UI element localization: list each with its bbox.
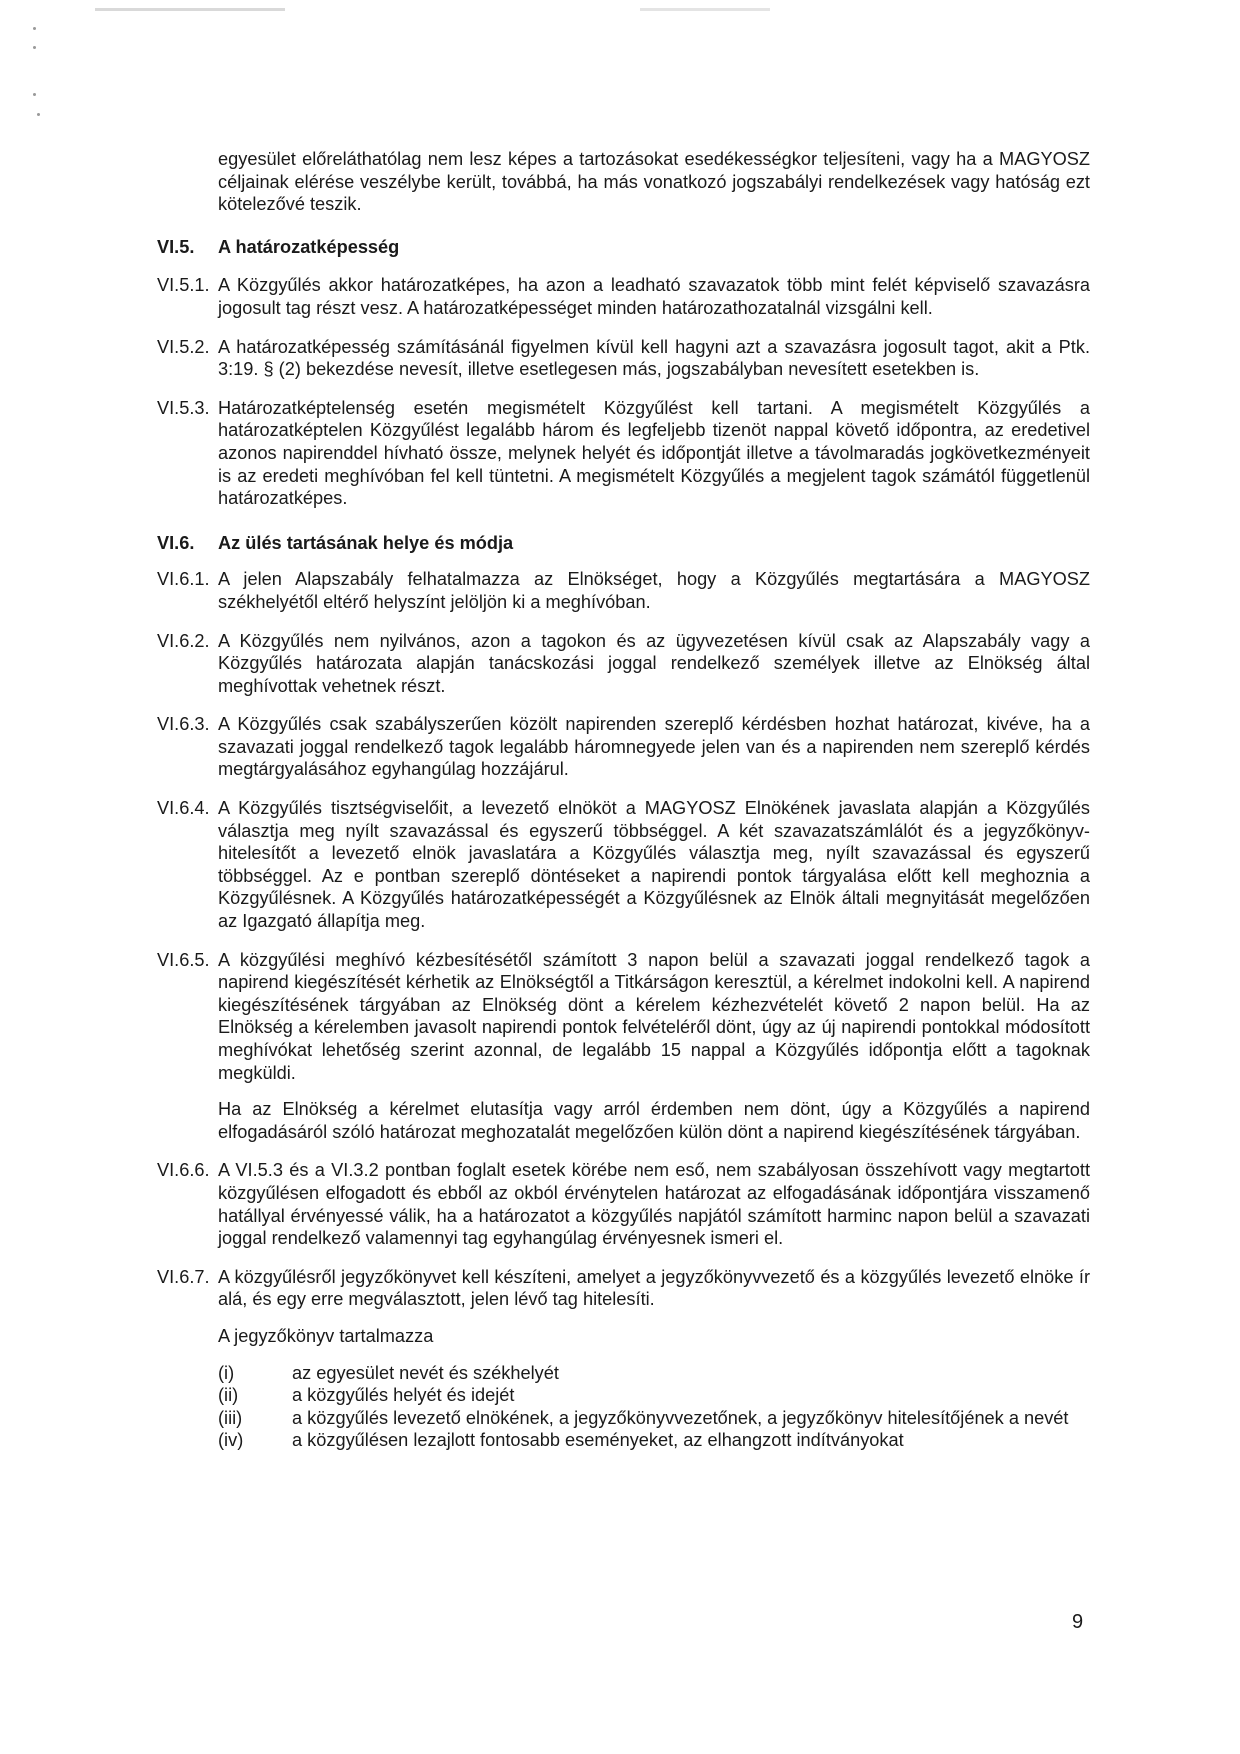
clause-text: A Közgyűlés akkor határozatképes, ha azon a leadható szavazatok több mint felét képviselő szavazásra jogosult tag részt vesz. A határozatképességet minden határozathozatalnál vizsgálni kell.	[218, 275, 1090, 318]
scan-artifact-top-left	[95, 8, 285, 11]
section-title: A határozatképesség	[218, 236, 400, 257]
clause-text: A jelen Alapszabály felhatalmazza az Elnökséget, hogy a Közgyűlés megtartására a MAGYOSZ székhelyétől eltérő helyszínt jelöljön ki a meghívóban.	[218, 569, 1090, 612]
clause-number: VI.6.2.	[157, 630, 210, 651]
paragraph-text: egyesület előreláthatólag nem lesz képes a tartozásokat esedékességkor teljesíteni, vagy ha a MAGYOSZ céljainak elérése veszélybe került, továbbá, ha más vonatkozó jogszabályi rendelkezések vagy hatóság ezt kötelezővé teszik.	[218, 149, 1090, 215]
clause-vi63	[157, 713, 1090, 781]
clause-number: VI.5.3.	[157, 397, 210, 418]
list-item-text: a közgyűlés levezető elnökének, a jegyzőkönyvvezetőnek, a jegyzőkönyv hitelesítőjének a nevét	[292, 1407, 1069, 1428]
intro-paragraph	[157, 148, 1090, 216]
clause-vi52	[157, 336, 1090, 381]
scan-dot	[37, 113, 40, 116]
clause-number: VI.6.7.	[157, 1266, 210, 1287]
scan-dot	[33, 46, 36, 49]
clause-vi53	[157, 397, 1090, 510]
clause-vi65-continuation	[157, 1098, 1090, 1143]
clause-text: Határozatképtelenség esetén megismételt Közgyűlést kell tartani. A megismételt Közgyűlés a határozatképtelen Közgyűlést legalább három és legfeljebb tizenöt nappal követő időpontra, az eredetivel azonos napirenddel hívható össze, melynek helyét és időpontját illetve a távolmaradás jogkövetkezményeit is az eredeti meghívóban fel kell tüntetni. A megismételt Közgyűlés a megjelent tagok számától függetlenül határozatképes.	[218, 397, 1090, 509]
clause-vi62	[157, 630, 1090, 698]
list-item	[218, 1384, 1090, 1407]
list-item-text: az egyesület nevét és székhelyét	[292, 1362, 559, 1383]
clause-number: VI.6.1.	[157, 569, 210, 590]
section-number: VI.6.	[157, 532, 195, 553]
clause-number: VI.6.3.	[157, 714, 210, 735]
list-item-number: (ii)	[218, 1385, 239, 1406]
clause-vi61	[157, 568, 1090, 613]
clause-vi64	[157, 797, 1090, 933]
minutes-contents-list	[157, 1362, 1090, 1452]
list-item-number: (iv)	[218, 1430, 244, 1451]
list-item	[218, 1362, 1090, 1385]
list-item-number: (i)	[218, 1362, 235, 1383]
list-item	[218, 1407, 1090, 1430]
clause-number: VI.6.4.	[157, 798, 210, 819]
list-item-text: a közgyűlés helyét és idejét	[292, 1385, 515, 1406]
list-lead-text: A jegyzőkönyv tartalmazza	[218, 1325, 434, 1346]
clause-text: A közgyűlésről jegyzőkönyvet kell készíteni, amelyet a jegyzőkönyvvezető és a közgyűlés levezető elnöke ír alá, és egy erre megválasztott, jelen lévő tag hitelesíti.	[218, 1266, 1090, 1310]
section-title: Az ülés tartásának helye és módja	[218, 532, 514, 553]
section-heading-vi5	[157, 236, 1090, 259]
scan-dot	[33, 93, 36, 96]
clause-vi51	[157, 274, 1090, 319]
page-number: 9	[1072, 1611, 1084, 1633]
scan-dot	[33, 27, 36, 30]
list-item-number: (iii)	[218, 1407, 243, 1428]
clause-number: VI.5.2.	[157, 336, 210, 357]
clause-text: A Közgyűlés nem nyilvános, azon a tagokon és az ügyvezetésen kívül csak az Alapszabály vagy a Közgyűlés határozata alapján tanácskozási joggal rendelkező személyek illetve az Elnökség által meghívottak vehetnek részt.	[218, 630, 1090, 696]
clause-text: A Közgyűlés csak szabályszerűen közölt napirenden szereplő kérdésben hozhat határozat, kivéve, ha a szavazati joggal rendelkező tagok legalább háromnegyede jelen van és a napirenden nem szereplő kérdés megtárgyalásához egyhangúlag hozzájárul.	[218, 714, 1090, 780]
clause-text: A Közgyűlés tisztségviselőit, a levezető elnököt a MAGYOSZ Elnökének javaslata alapján a Közgyűlés választja meg nyílt szavazással és egyszerű többséggel. A két szavazatszámlálót és a jegyzőkönyv-hitelesítőt a levezető elnök javaslatára a Közgyűlés választja meg, nyílt szavazással és egyszerű többséggel. Az e pontban szereplő döntéseket a napirendi pontok tárgyalása előtt kell meghoznia a Közgyűlésnek. A Közgyűlés határozatképességét a Közgyűlésnek az Elnök általi megnyitását megelőzően az Igazgató állapítja meg.	[218, 798, 1090, 932]
clause-vi65	[157, 949, 1090, 1085]
list-item-text: a közgyűlésen lezajlott fontosabb eseményeket, az elhangzott indítványokat	[292, 1430, 904, 1451]
clause-text: A közgyűlési meghívó kézbesítésétől számított 3 napon belül a szavazati joggal rendelkező tagok a napirend kiegészítését kérhetik az Elnökségtől a Titkárságon keresztül, a kérelmet indokolni kell. A napirend kiegészítésének tárgyában az Elnökség dönt a kérelem kézhezvételét követő 2 napon belül. Ha az Elnökség a kérelemben javasolt napirendi pontok felvételéről dönt, úgy az új napirendi pontokkal módosított meghívókat lehetőség szerint azonnal, de legalább 15 nappal a Közgyűlés időpontja előtt a tagoknak megküldi.	[218, 949, 1090, 1083]
clause-vi66	[157, 1159, 1090, 1249]
clause-vi67-lead	[157, 1325, 1090, 1348]
clause-text: A határozatképesség számításánál figyelmen kívül kell hagyni azt a szavazásra jogosult tagot, akit a Ptk. 3:19. § (2) bekezdése nevesít, illetve esetlegesen más, jogszabályban nevesített esetekben is.	[218, 336, 1090, 380]
clause-number: VI.6.6.	[157, 1160, 210, 1181]
clause-vi67	[157, 1266, 1090, 1311]
section-heading-vi6	[157, 532, 1090, 555]
clause-number: VI.6.5.	[157, 949, 210, 970]
list-item	[218, 1429, 1090, 1452]
scan-artifact-top-right	[640, 8, 770, 11]
section-number: VI.5.	[157, 236, 195, 257]
document-body	[157, 148, 1090, 1452]
clause-number: VI.5.1.	[157, 275, 210, 296]
clause-text: Ha az Elnökség a kérelmet elutasítja vagy arról érdemben nem dönt, úgy a Közgyűlés a napirend elfogadásáról szóló határozat meghozatalát megelőzően külön dönt a napirend kiegészítésének tárgyában.	[218, 1099, 1090, 1142]
clause-text: A VI.5.3 és a VI.3.2 pontban foglalt esetek körébe nem eső, nem szabályosan összehívott vagy megtartott közgyűlésen elfogadott és ebből az okból érvénytelen határozat az elfogadásának időpontjára visszamenő hatállyal érvényessé válik, ha a határozatot a közgyűlés napjától számított harminc napon belül a szavazati joggal rendelkező valamennyi tag egyhangúlag érvényesnek ismeri el.	[218, 1160, 1090, 1249]
